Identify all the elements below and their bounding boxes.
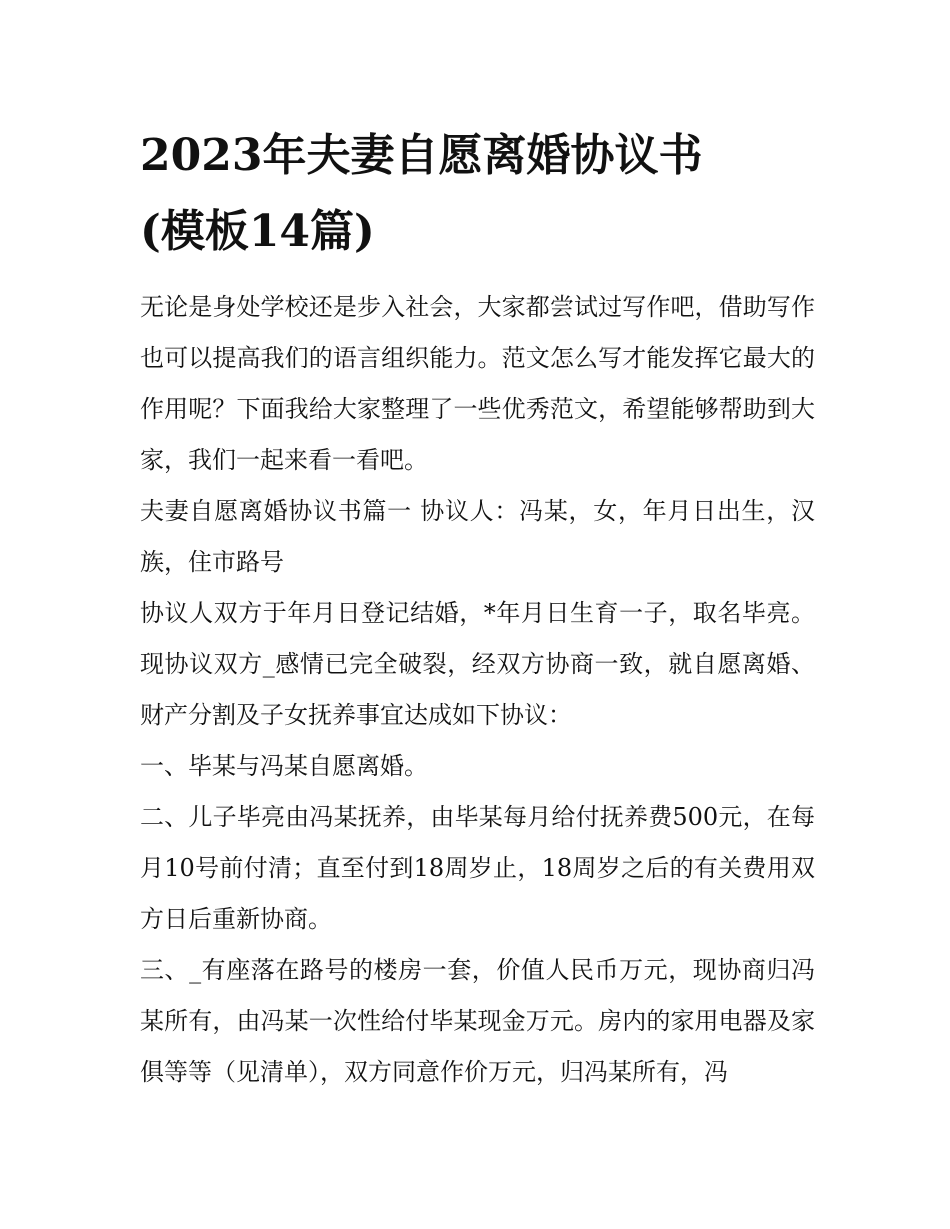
document-title <box>140 118 815 270</box>
document-body <box>140 282 815 1098</box>
document-page <box>140 118 815 1098</box>
clause-2-paragraph: 二、儿子毕亮由冯某抚养，由毕某每月给付抚养费500元，在每月10号前付清；直至付到18周岁止，18周岁之后的有关费用双方日后重新协商。 <box>140 803 815 933</box>
title-line-2: (模板14篇) <box>140 206 375 257</box>
clause-1-paragraph: 一、毕某与冯某自愿离婚。 <box>140 752 428 780</box>
title-line-1: 2023年夫妻自愿离婚协议书 <box>140 130 703 181</box>
intro-paragraph: 无论是身处学校还是步入社会，大家都尝试过写作吧，借助写作也可以提高我们的语言组织能力。范文怎么写才能发挥它最大的作用呢？下面我给大家整理了一些优秀范文，希望能够帮助到大家，我们一起来看一看吧。 <box>140 293 815 474</box>
clause-3-paragraph: 三、_有座落在路号的楼房一套，价值人民币万元，现协商归冯某所有，由冯某一次性给付毕某现金万元。房内的家用电器及家俱等等（见清单），双方同意作价万元，归冯某所有，冯 <box>140 956 815 1086</box>
agreement-paragraph: 协议人双方于年月日登记结婚，*年月日生育一子，取名毕亮。现协议双方_感情已完全破裂，经双方协商一致，就自愿离婚、财产分割及子女抚养事宜达成如下协议： <box>140 599 815 729</box>
section-heading-paragraph: 夫妻自愿离婚协议书篇一 协议人：冯某，女，年月日出生，汉族，住市路号 <box>140 497 815 576</box>
